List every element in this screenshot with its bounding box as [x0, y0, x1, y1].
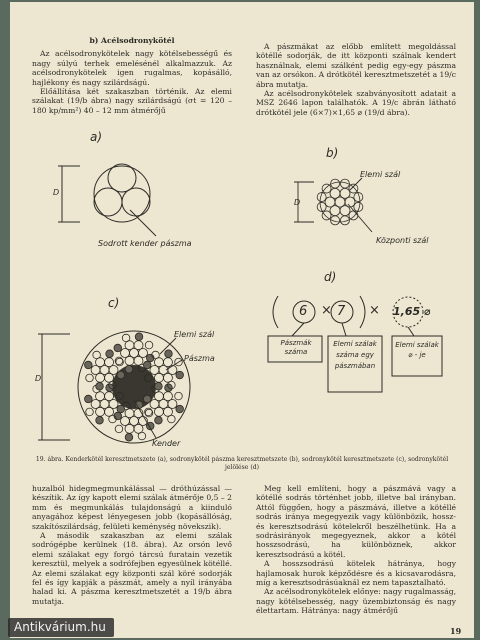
figure-d-wire-diameter: 1,65 ⌀ [393, 305, 431, 318]
paragraph: Az acélsodronykötelek előnye: nagy rugalmasság, nagy kötélsebesség, nagy üzembiztonság és nagy élettartam. Hátránya: nagy átmérőjű [256, 587, 456, 616]
paragraph: Az acélsodronykötelek szabványosított adatait a MSZ 2646 lapon találhatók. A 19/c ábrán látható drótkötél jele (6×7)×1,65 ⌀ (19/d ábra). [256, 89, 456, 117]
figure-c-paszma-label: Pászma [184, 354, 215, 363]
figure-d-box-diameter: Elemi szálak ⌀ - je [395, 341, 439, 359]
figure-d-strand-count: 6 [299, 304, 308, 319]
figure-b-letter: b) [326, 146, 339, 160]
figure-a-diameter-label: D [53, 188, 60, 197]
figure-c-kender-label: Kender [152, 439, 181, 448]
figure-b-elemi-label: Elemi szál [360, 170, 401, 179]
figure-c-diameter-label: D [35, 374, 42, 383]
figure-c-drawing [30, 304, 250, 454]
figure-caption: 19. ábra. Kenderkötél keresztmetszete (a), sodronykötél pászma keresztmetszete (b), sodronykötél keresztmetszete (c), sodronykötél jelölése (d) [35, 456, 449, 471]
figure-c-elemi-label: Elemi szál [174, 330, 215, 339]
figure-a-letter: a) [90, 130, 103, 144]
figure-d-times-2: × [369, 303, 380, 318]
left-top-column [32, 36, 232, 115]
figure-d-box-wires: Elemi szálak száma egy pászmában [333, 340, 377, 370]
figure-d-wire-count: 7 [337, 304, 346, 319]
paragraph: A második szakaszban az elemi szálak sodrógépbe kerülnek (18. ábra). Az orsón levő elemi szálakat egy forgó tárcsú furatain vezetik keresztül, melyek a sodrófejben egyesülnek kötéllé. Az elemi szálakat egy központi szál köré sodorják fel és így kapják a pászmát, amely a nyíl irányába halad ki. A pászma keresztmetszetét a 19/b ábra mutatja. [32, 531, 232, 606]
right-bottom-column [256, 484, 456, 616]
figure-d-letter: d) [324, 270, 337, 284]
watermark-logo: Antikvárium.hu [8, 618, 114, 637]
paragraph: A hosszsodrású kötelek hátránya, hogy hajlamosak hurok képződésre és a kicsavarodásra, míg a keresztsodrásúaknál ez nem tapasztalható. [256, 559, 456, 588]
book-page [10, 2, 474, 638]
left-bottom-column [32, 484, 232, 606]
figure-d-times-1: × [321, 303, 332, 318]
figure-a-label: Sodrott kender pászma [98, 239, 192, 248]
figure-c-letter: c) [108, 296, 120, 310]
right-top-column [256, 42, 456, 117]
figure-b-kozponti-label: Központi szál [376, 236, 429, 245]
figure-a-drawing [50, 140, 200, 250]
paragraph: A pászmákat az előbb említett megoldással kötéllé sodorják, de itt központi szálnak kendert használnak, elemi szálként pedig egy-egy pászma van az orsókon. A drótkötél keresztmetszetét a 19/c ábra mutatja. [256, 42, 456, 89]
paragraph: Meg kell említeni, hogy a pászmává vagy a kötéllé sodrás történhet jobb, illetve bal irányban. Attól függően, hogy a pászmává, illetve a kötéllé sodrás iránya megegyezik vagy különbözik, hossz- és keresztsodrású kötelekről beszélhetünk. Ha a sodrásirányok megegyeznek, akkor a kötél hosszsodrású, ha különböznek, akkor keresztsodrású a kötél. [256, 484, 456, 559]
figure-d-box-strands: Pászmák száma [280, 339, 312, 356]
page-number: 19 [450, 626, 462, 636]
paragraph: huzalból hidegmegmunkálással — dróthúzással — készítik. Az így kapott elemi szálak átmérője 0,5 – 2 mm és megmunkálás tulajdonságú a kiinduló anyagához képest lényegesen jobb (kopásállóság, szakítószilárdság, felületi keménység növekszik). [32, 484, 232, 531]
paragraph: Előállítása két szakaszban történik. Az elemi szálakat (19/b ábra) nagy szilárdságú (σt = 120 – 180 kp/mm²) 40 – 12 mm átmérőjű [32, 87, 232, 115]
section-heading: b) Acélsodronykötél [89, 36, 175, 45]
paragraph: Az acélsodronykötelek nagy kötélsebességű és nagy súlyú terhek emelésénél alkalmazzuk. Az acélsodronykötelek igen rugalmas, kopásálló, hajlékony és nagy szilárdságú. [32, 49, 232, 87]
figure-b-diameter-label: D [294, 198, 301, 207]
